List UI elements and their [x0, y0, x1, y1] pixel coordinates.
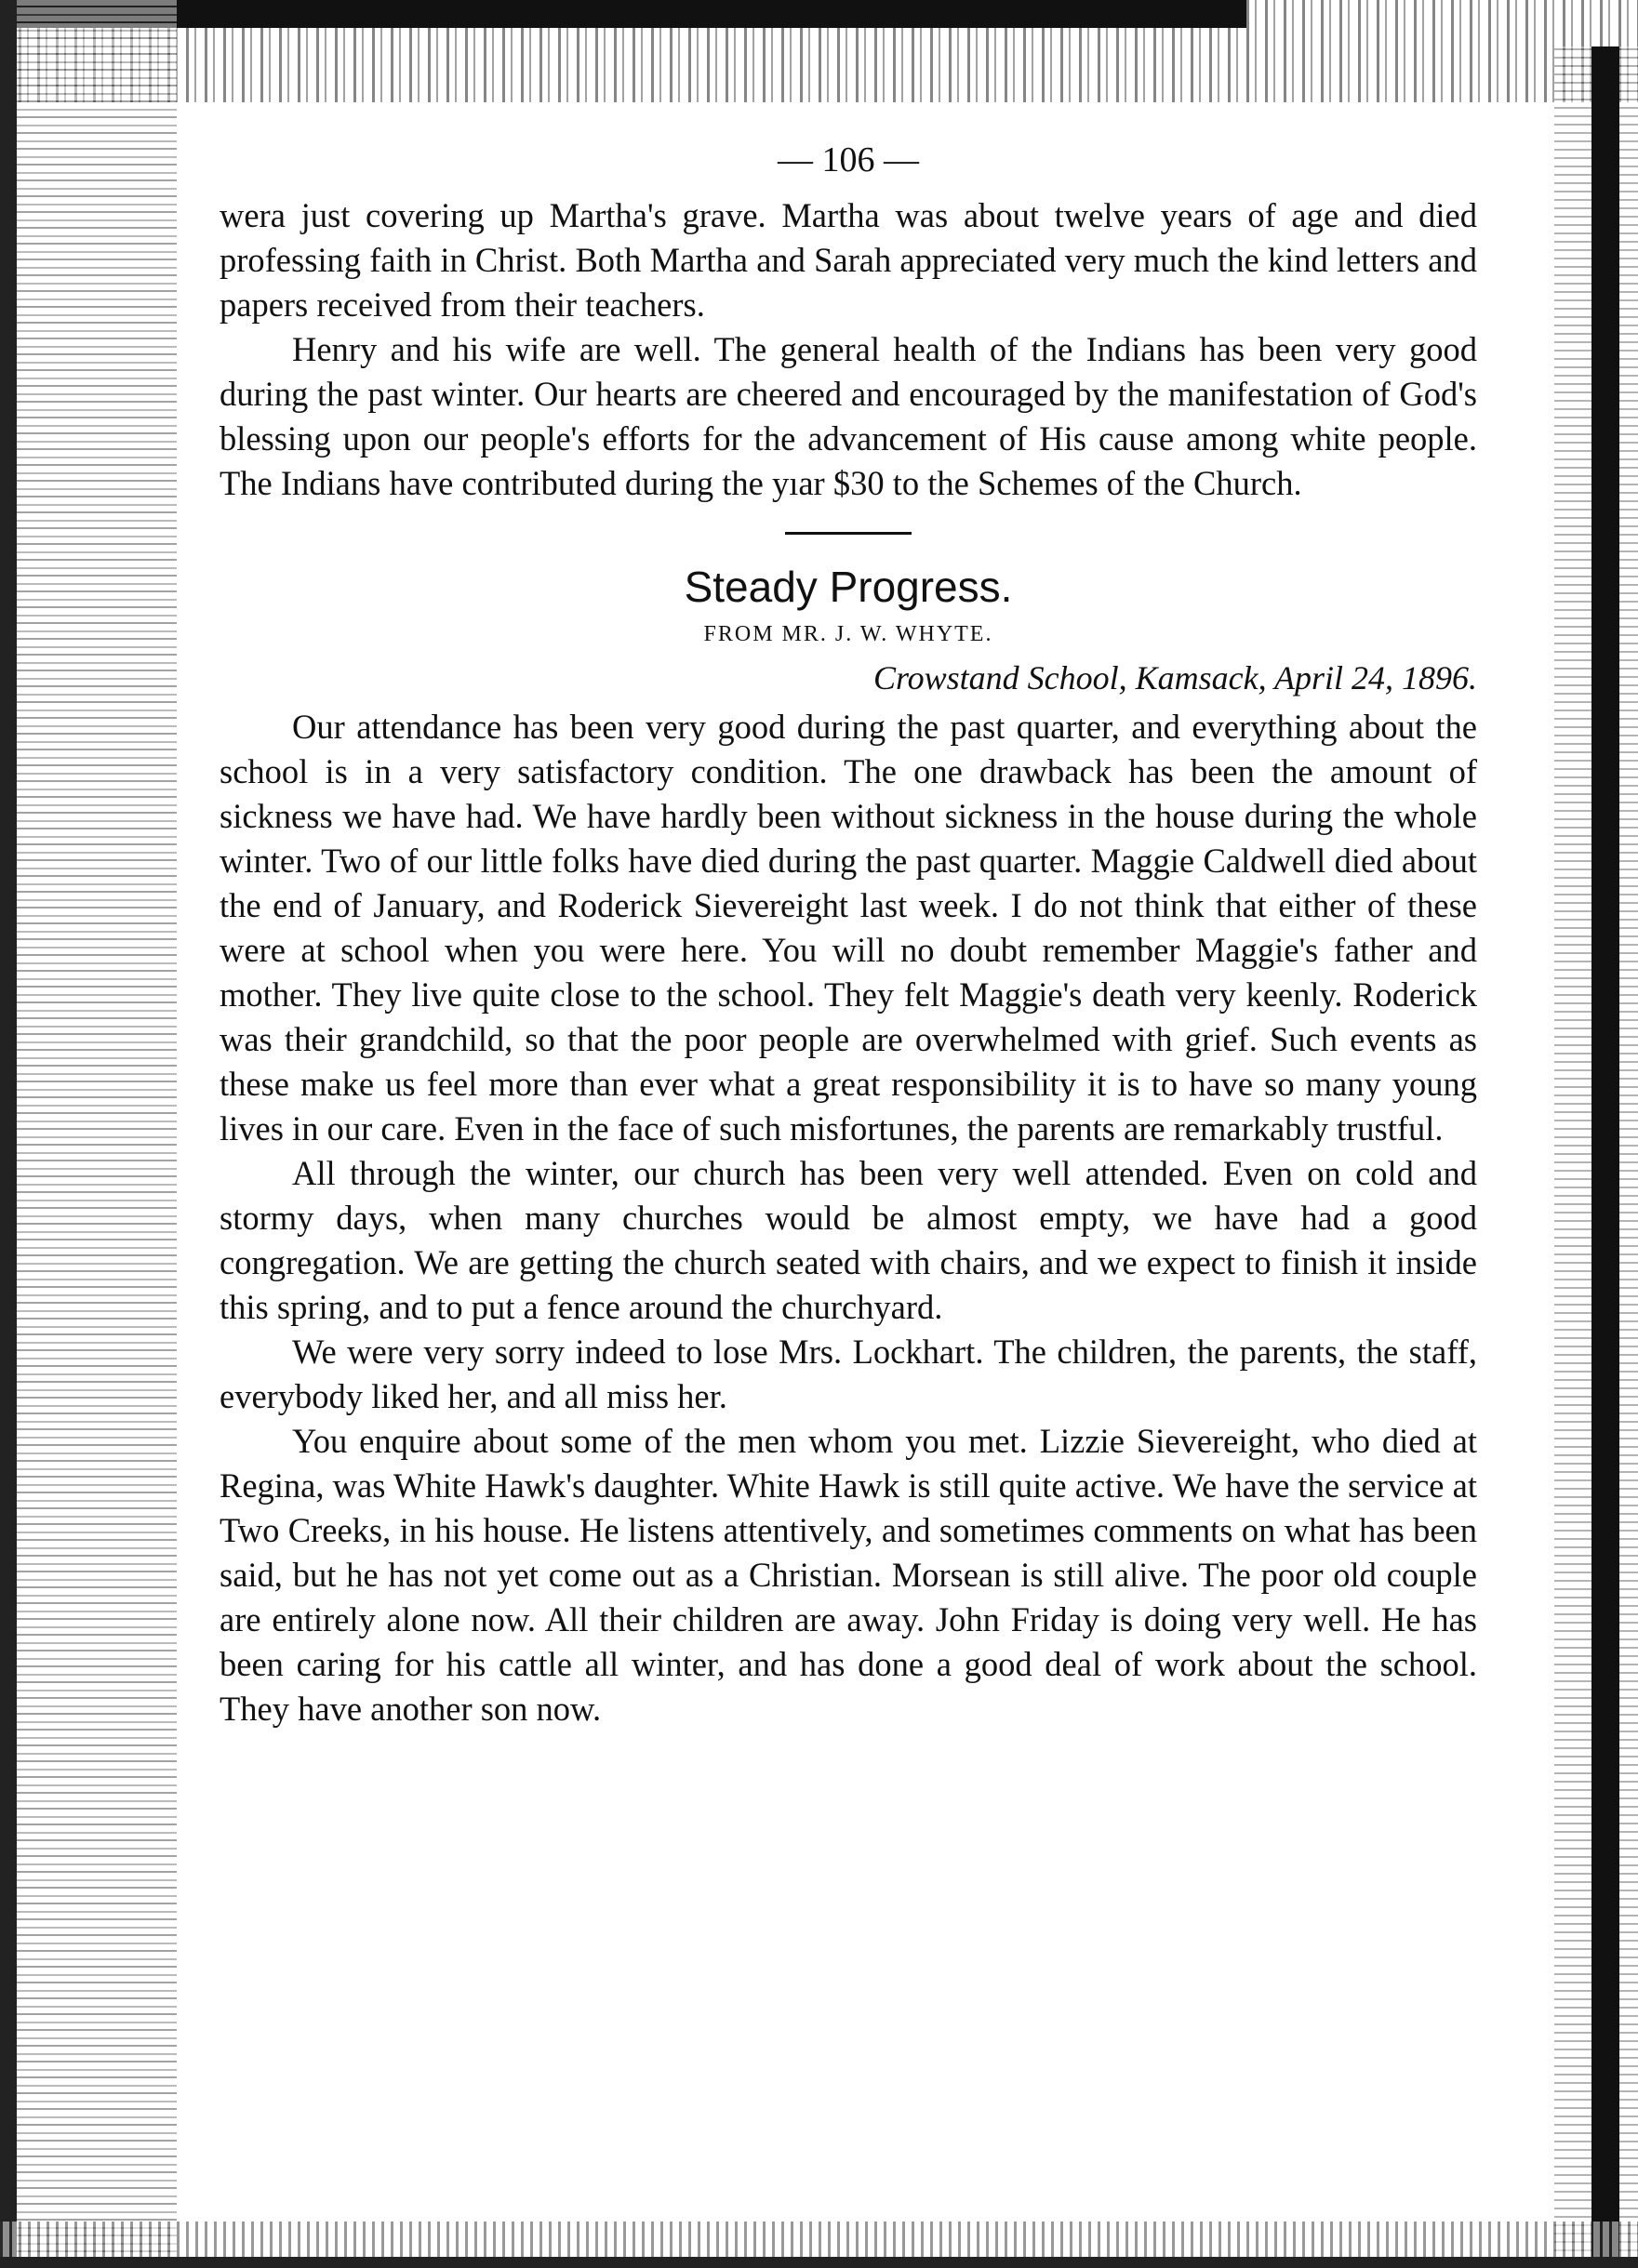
page-content: [220, 139, 1477, 1731]
section-byline: FROM MR. J. W. WHYTE.: [703, 622, 993, 646]
paragraph: We were very sorry indeed to lose Mrs. Lockhart. The children, the parents, the staff, everybody liked her, and all miss her.: [220, 1333, 1477, 1415]
section-title: Steady Progress.: [684, 563, 1013, 611]
paragraph: You enquire about some of the men whom you met. Lizzie Sievereight, who died at Regina, was White Hawk's daughter. White Hawk is still quite active. We have the service at Two Creeks, in his house. He listens attentively, and sometimes comments on what has been said, but he has not yet come out as a Christian. Morsean is still alive. The poor old couple are entirely alone now. All their children are away. John Friday is doing very well. He has been caring for his cattle all winter, and has done a good deal of work about the school. They have another son now.: [220, 1422, 1477, 1728]
scan-edge-bottom-bar: [0, 2257, 1638, 2268]
scan-edge-left: [0, 0, 177, 2268]
scan-edge-top-bar: [0, 0, 1246, 28]
paragraph: All through the winter, our church has been very well attended. Even on cold and stormy days, when many churches would be almost empty, we have had a good congregation. We are getting the church seated with chairs, and we expect to finish it inside this spring, and to put a fence around the churchyard.: [220, 1154, 1477, 1326]
section-divider: [785, 532, 912, 535]
paragraph: Our attendance has been very good during the past quarter, and everything about the school is in a very satisfactory condition. The one drawback has been the amount of sickness we have had. We have hardly been without sickness in the house during the whole winter. Two of our little folks have died during the past quarter. Maggie Caldwell died about the end of January, and Roderick Sievereight last week. I do not think that either of these were at school when you were here. You will no doubt remember Maggie's father and mother. They live quite close to the school. They felt Maggie's death very keenly. Roderick was their grandchild, so that the poor people are overwhelmed with grief. Such events as these make us feel more than ever what a great responsibility it is to have so many young lives in our care. Even in the face of such misfortunes, the parents are remarkably trustful.: [220, 708, 1477, 1147]
page-number: — 106 —: [778, 140, 919, 179]
scan-edge-left-bar: [0, 0, 17, 2268]
scan-edge-right-bar: [1591, 46, 1619, 2268]
section-dateline: Crowstand School, Kamsack, April 24, 1896.: [872, 659, 1477, 696]
paragraph-continued: wera just covering up Martha's grave. Martha was about twelve years of age and died professing faith in Christ. Both Martha and Sarah appreciated very much the kind letters and papers received from their teachers.: [220, 196, 1477, 324]
paragraph: Henry and his wife are well. The general health of the Indians has been very good during the past winter. Our hearts are cheered and encouraged by the manifestation of God's blessing upon our people's efforts for the advancement of His cause among white people. The Indians have contributed during the yıar $30 to the Schemes of the Church.: [220, 330, 1477, 502]
